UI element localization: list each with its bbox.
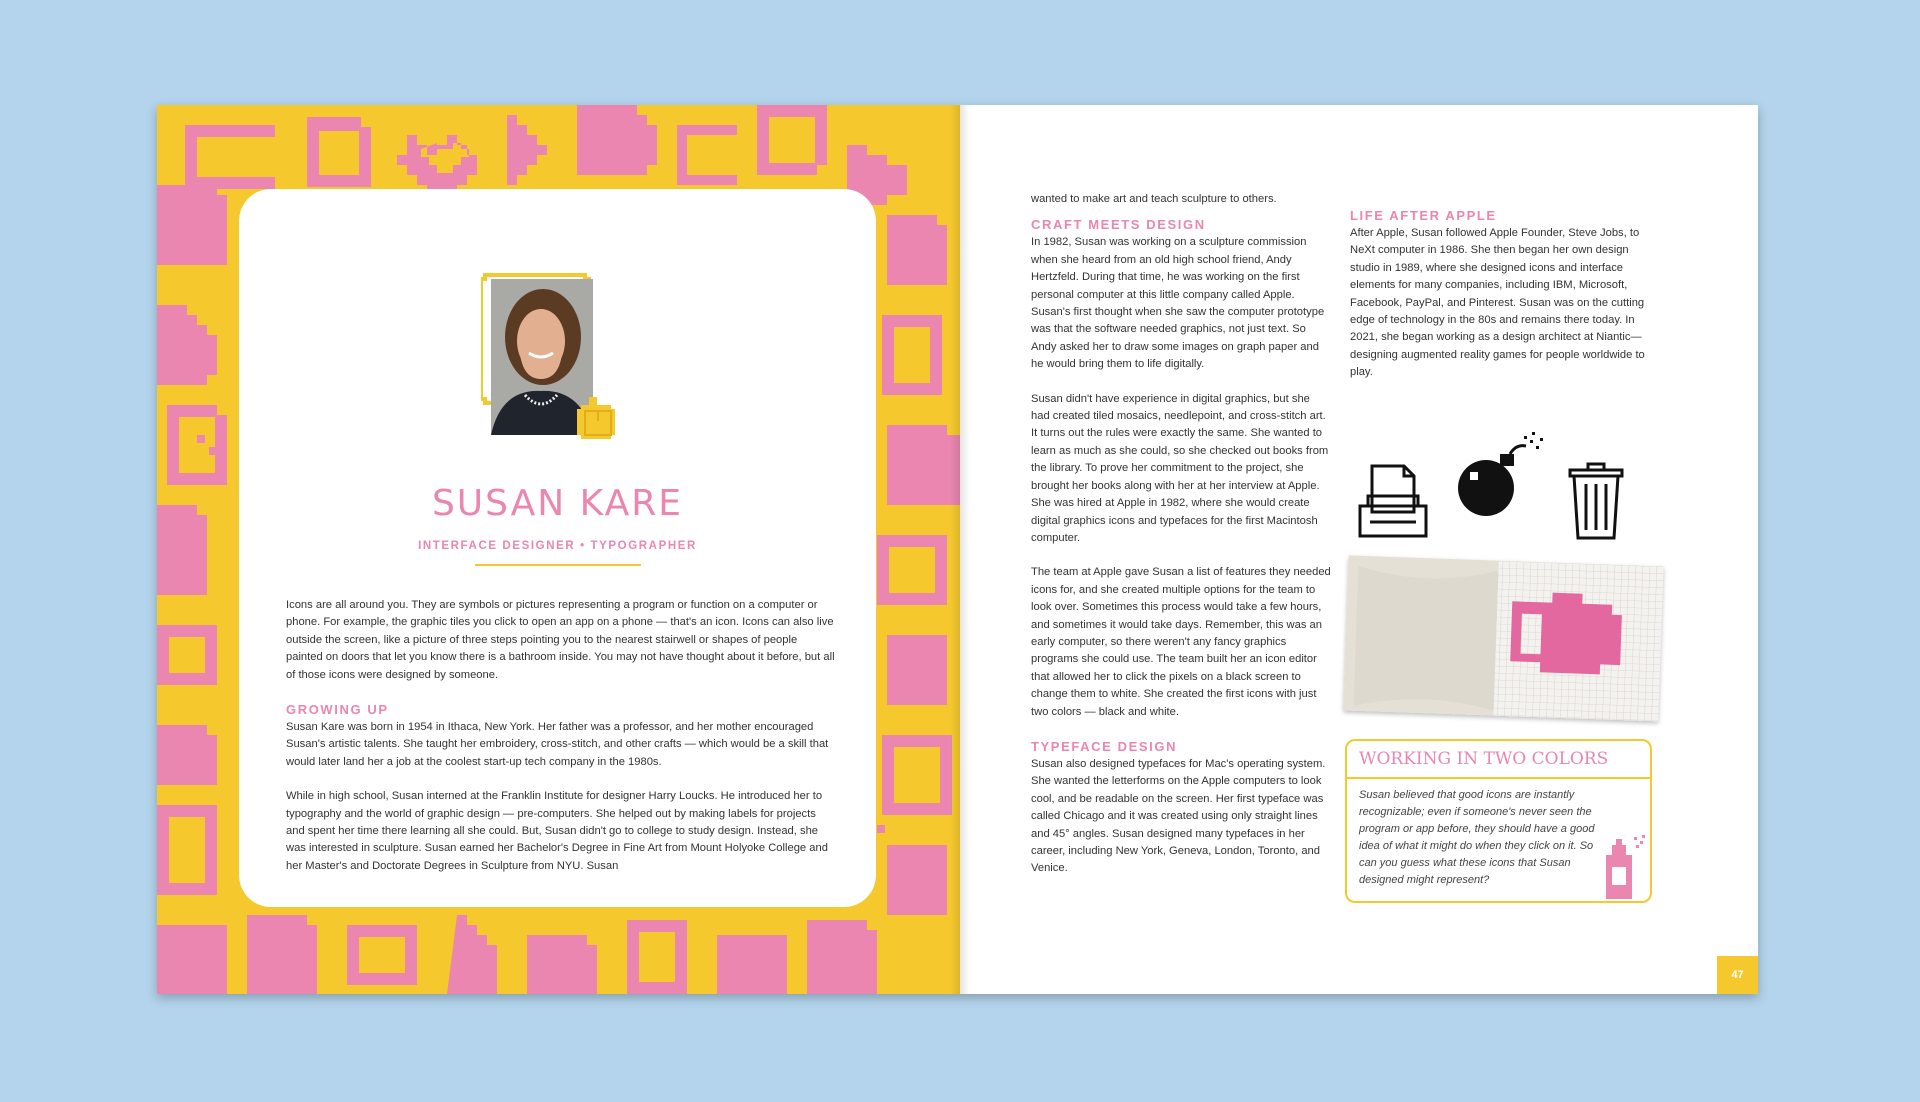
right-page xyxy=(960,105,1758,994)
craft-paragraph-2: Susan didn't have experience in digital graphics, but she had created tiled mosaics, needlepoint, and cross-stitch art. It turns out the rules were exactly the same. She wanted to learn as much as she could, so she checked out books from the library. To prove her commitment to the project, she brought her books along with her at her interview at Apple. She was hired at Apple in 1982, where she would create digital graphics icons and typefaces for the first Macintosh computer. xyxy=(1031,392,1329,544)
spray-can-icon xyxy=(1602,835,1648,901)
intro-paragraph: Icons are all around you. They are symbols or pictures representing a program or function on a computer or phone. For example, the graphic tiles you click to open an app on a phone — that's an icon. Icons can also live outside the screen, like a picture of three steps pointing you to the nearest stairwell or shapes of people painted on doors that let you know there is a bathroom inside. You may not have thought about it before, but all of those icons were designed by someone. xyxy=(286,599,835,681)
callout-box xyxy=(1345,739,1652,903)
craft-paragraph-1: In 1982, Susan was working on a sculpture commission when she heard from an old high school friend, Andy Hertzfeld. During that time, he was working on the first personal computer at this little company called Apple. Susan's first thought when she saw the computer prototype was that the software needed graphics, not just text. So Andy asked her to draw some images on graph paper and he would bring them to life digitally. xyxy=(1031,236,1325,371)
callout-divider xyxy=(1347,777,1650,779)
profile-card xyxy=(239,189,876,907)
life-after-apple-paragraph: After Apple, Susan followed Apple Founder, Steve Jobs, to NeXt computer in 1986. She then began her own design studio in 1989, where she designed icons and interface elements for many companies, including IBM, Microsoft, Facebook, PayPal, and Pinterest. Susan was on the cutting edge of technology in the 80s and remains there today. In 2021, she began working as a design architect at Niantic— designing augmented reality games for people worldwide to play. xyxy=(1350,227,1645,379)
page-number: 47 xyxy=(1717,956,1758,994)
graph-paper-photo xyxy=(1343,556,1663,722)
title-divider xyxy=(475,564,641,566)
craft-meets-design-heading: CRAFT MEETS DESIGN xyxy=(1031,217,1206,233)
left-page xyxy=(157,105,960,994)
growing-up-paragraph-2: While in high school, Susan interned at the Franklin Institute for designer Harry Loucks. He introduced her to typography and the world of graphic design — pre-computers. She helped out by making labels for projects and spent her time there learning all she could. But, Susan didn't go to college to study design. Instead, she was interested in sculpture. Susan earned her Bachelor's Degree in Fine Art from Mount Holyoke College and her Master's and Doctorate Degrees in Sculpture from NYU. Susan xyxy=(286,790,828,872)
printer-icon xyxy=(1360,466,1426,536)
column-left xyxy=(1031,191,1331,895)
craft-paragraph-3: The team at Apple gave Susan a list of features they needed icons for, and she created multiple options for the team to look over. Sometimes this process would take a few hours, and sometimes it would take days. Remember, this was an early computer, so there weren't any fancy graphics programs she could use. The team built her an icon editor that allowed her to click the pixels on a black screen to change them to white. She created the first icons with just two colors — black and white. xyxy=(1031,566,1331,718)
callout-title: WORKING IN TWO COLORS xyxy=(1359,749,1609,769)
icon-examples xyxy=(1354,410,1654,550)
profile-subtitle: INTERFACE DESIGNER • TYPOGRAPHER xyxy=(418,540,697,552)
continuation-paragraph: wanted to make art and teach sculpture to others. xyxy=(1031,193,1277,205)
growing-up-heading: GROWING UP xyxy=(286,702,389,718)
card-body xyxy=(286,597,836,892)
mouse-icon xyxy=(577,397,619,441)
bomb-icon xyxy=(1458,432,1543,516)
column-right xyxy=(1350,207,1660,399)
profile-name: SUSAN KARE xyxy=(431,483,684,524)
life-after-apple-heading: LIFE AFTER APPLE xyxy=(1350,208,1497,223)
typeface-paragraph: Susan also designed typefaces for Mac's operating system. She wanted the letterforms on the Apple computers to look cool, and be readable on the screen. Her first typeface was called Chicago and it was created using only straight lines and 45° angles. Susan designed many typefaces in her career, including New York, Geneva, London, Toronto, and Venice. xyxy=(1031,757,1326,875)
growing-up-paragraph-1: Susan Kare was born in 1954 in Ithaca, New York. Her father was a professor, and her mother encouraged Susan's artistic talents. She taught her embroidery, cross-stitch, and other crafts — which would be a skill that would later land her a job at the coolest start-up tech company in the 1980s. xyxy=(286,721,829,768)
trash-can-icon xyxy=(1570,464,1622,538)
book-gutter xyxy=(950,105,970,994)
book-spread xyxy=(157,105,1758,994)
typeface-design-heading: TYPEFACE DESIGN xyxy=(1031,738,1178,754)
callout-text: Susan believed that good icons are instantly recognizable; even if someone's never seen the program or app before, they should have a good idea of what it might do when they click on it. So can you guess what these icons that Susan designed might represent? xyxy=(1359,789,1595,886)
